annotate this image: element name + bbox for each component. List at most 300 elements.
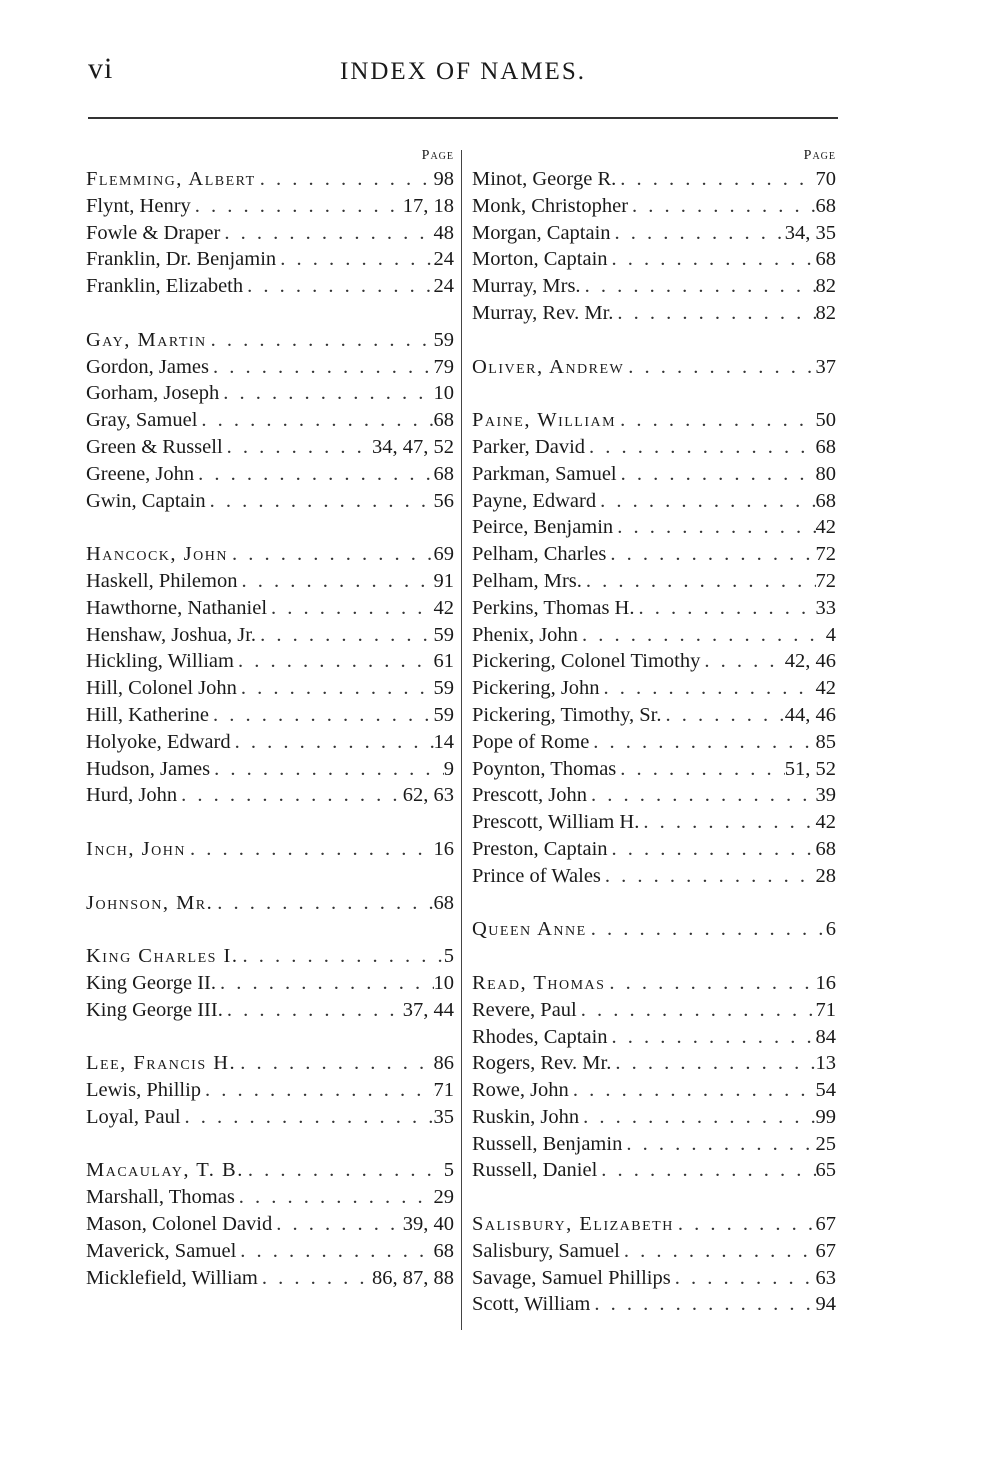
dot-leader	[585, 434, 815, 461]
index-entry	[86, 193, 456, 220]
entry-name: Mason, Colonel David	[86, 1213, 273, 1236]
entry-pages: 16	[815, 971, 836, 994]
index-entry	[86, 943, 456, 970]
entry-pages: 62, 63	[402, 784, 454, 807]
entry-name: Rhodes, Captain	[472, 1025, 608, 1048]
index-entry	[472, 1024, 838, 1051]
entry-name: King Charles I.	[86, 945, 239, 968]
index-entry	[86, 380, 456, 407]
entry-pages: 86	[433, 1052, 454, 1075]
page-header	[88, 52, 838, 96]
entry-pages: 10	[433, 971, 454, 994]
dot-leader	[231, 729, 434, 756]
entry-name: Marshall, Thomas	[86, 1186, 235, 1209]
entry-name: Ruskin, John	[472, 1105, 580, 1128]
entry-pages: 42	[815, 811, 836, 834]
index-entry	[86, 246, 456, 273]
index-entry	[86, 1050, 456, 1077]
entry-pages: 69	[433, 543, 454, 566]
entry-name: Gay, Martin	[86, 328, 207, 351]
entry-pages: 59	[433, 703, 454, 726]
index-entry	[472, 782, 838, 809]
entry-name: Rogers, Rev. Mr.	[472, 1052, 612, 1075]
dot-leader	[236, 1238, 433, 1265]
entry-pages: 68	[815, 435, 836, 458]
index-entry	[86, 541, 456, 568]
entry-name: Haskell, Philemon	[86, 569, 238, 592]
dot-leader	[234, 648, 434, 675]
index-entry	[472, 916, 838, 943]
dot-leader	[267, 595, 433, 622]
dot-leader	[237, 675, 434, 702]
index-entry	[86, 1077, 456, 1104]
entry-pages: 68	[433, 1239, 454, 1262]
entry-name: Murray, Rev. Mr.	[472, 301, 614, 324]
index-entry	[472, 300, 838, 327]
entry-pages: 16	[433, 837, 454, 860]
dot-leader	[177, 782, 403, 809]
entry-name: Hancock, John	[86, 543, 228, 566]
entry-name: Salisbury, Samuel	[472, 1239, 620, 1262]
entry-name: Greene, John	[86, 462, 195, 485]
entry-name: Gwin, Captain	[86, 489, 206, 512]
dot-leader	[579, 1104, 815, 1131]
index-entry	[86, 1184, 456, 1211]
entry-name: Johnson, Mr.	[86, 891, 214, 914]
entry-pages: 79	[433, 355, 454, 378]
index-entry	[472, 836, 838, 863]
dot-leader	[616, 166, 815, 193]
entry-pages: 51, 52	[784, 757, 836, 780]
entry-pages: 34, 35	[784, 221, 836, 244]
entry-pages: 80	[815, 462, 836, 485]
entry-name: Paine, William	[472, 409, 617, 432]
dot-leader	[216, 970, 434, 997]
dot-leader	[608, 246, 816, 273]
dot-leader	[671, 1265, 816, 1292]
entry-name: Scott, William	[472, 1293, 591, 1316]
entry-pages: 72	[815, 569, 836, 592]
index-entry	[86, 675, 456, 702]
dot-leader	[700, 648, 784, 675]
entry-pages: 48	[433, 221, 454, 244]
dot-leader	[634, 595, 815, 622]
entry-name: Pope of Rome	[472, 730, 590, 753]
dot-leader	[578, 622, 826, 649]
entry-pages: 68	[433, 409, 454, 432]
entry-pages: 84	[815, 1025, 836, 1048]
dot-leader	[223, 997, 403, 1024]
dot-leader	[596, 488, 815, 515]
dot-leader	[181, 1104, 434, 1131]
entry-name: Lee, Francis H.	[86, 1052, 237, 1075]
entry-pages: 24	[433, 275, 454, 298]
entry-pages: 39	[815, 784, 836, 807]
index-entry	[472, 568, 838, 595]
index-entry	[86, 220, 456, 247]
index-entry	[86, 1157, 456, 1184]
index-entry	[472, 488, 838, 515]
index-entry	[472, 863, 838, 890]
dot-leader	[194, 461, 433, 488]
page-number: vi	[88, 52, 114, 85]
entry-name: Micklefield, William	[86, 1266, 258, 1289]
entry-name: King George III.	[86, 998, 223, 1021]
index-entry	[86, 568, 456, 595]
entry-name: Pelham, Charles	[472, 543, 607, 566]
entry-pages: 99	[815, 1105, 836, 1128]
entry-pages: 17, 18	[402, 194, 454, 217]
index-entry	[86, 756, 456, 783]
dot-leader	[674, 1211, 816, 1238]
index-entry	[86, 622, 456, 649]
entry-name: Macaulay, T. B.	[86, 1159, 244, 1182]
entry-name: Pickering, John	[472, 677, 600, 700]
entry-name: Flynt, Henry	[86, 194, 191, 217]
index-entry	[86, 461, 456, 488]
left-page-heading: Page	[421, 148, 454, 163]
index-entry	[86, 997, 456, 1024]
entry-name: Oliver, Andrew	[472, 355, 625, 378]
entry-name: Fowle & Draper	[86, 221, 221, 244]
dot-leader	[601, 863, 816, 890]
entry-pages: 44, 46	[784, 703, 836, 726]
dot-leader	[210, 756, 444, 783]
index-entry	[472, 702, 838, 729]
dot-leader	[587, 782, 815, 809]
index-entry	[472, 354, 838, 381]
dot-leader	[239, 943, 444, 970]
dot-leader	[209, 354, 434, 381]
entry-name: Monk, Christopher	[472, 194, 629, 217]
entry-name: Minot, George R.	[472, 168, 617, 190]
dot-leader	[228, 541, 434, 568]
entry-name: Henshaw, Joshua, Jr.	[86, 623, 257, 646]
index-entry	[86, 729, 456, 756]
dot-leader	[639, 809, 815, 836]
index-entry	[472, 273, 838, 300]
entry-name: Hawthorne, Nathaniel	[86, 596, 268, 619]
dot-leader	[613, 514, 815, 541]
dot-leader	[611, 220, 785, 247]
index-entry	[472, 1265, 838, 1292]
dot-leader	[616, 756, 784, 783]
entry-pages: 68	[433, 462, 454, 485]
index-entry	[86, 407, 456, 434]
entry-name: Perkins, Thomas H.	[472, 596, 635, 619]
dot-leader	[606, 541, 815, 568]
entry-name: Hurd, John	[86, 784, 178, 807]
index-entry	[86, 327, 456, 354]
index-entry	[472, 970, 838, 997]
dot-leader	[617, 461, 816, 488]
entry-name: Hudson, James	[86, 757, 211, 780]
dot-leader	[600, 675, 816, 702]
dot-leader	[237, 568, 433, 595]
index-entry	[86, 648, 456, 675]
entry-name: Hill, Colonel John	[86, 677, 237, 700]
entry-name: Franklin, Elizabeth	[86, 275, 244, 298]
dot-leader	[582, 568, 816, 595]
entry-pages: 24	[433, 248, 454, 271]
index-entry	[472, 1211, 838, 1238]
index-entry	[86, 702, 456, 729]
entry-pages: 94	[815, 1293, 836, 1316]
entry-name: Poynton, Thomas	[472, 757, 617, 780]
dot-leader	[577, 997, 816, 1024]
entry-pages: 6	[825, 918, 836, 941]
index-entry	[86, 595, 456, 622]
index-entry	[86, 434, 456, 461]
index-entry	[86, 1104, 456, 1131]
entry-name: Morgan, Captain	[472, 221, 611, 244]
entry-name: Pelham, Mrs.	[472, 569, 582, 592]
entry-name: Preston, Captain	[472, 837, 608, 860]
index-entry	[86, 1238, 456, 1265]
entry-pages: 91	[433, 569, 454, 592]
entry-pages: 29	[433, 1186, 454, 1209]
index-entry	[472, 997, 838, 1024]
entry-pages: 59	[433, 328, 454, 351]
dot-leader	[197, 407, 433, 434]
entry-name: Maverick, Samuel	[86, 1239, 237, 1262]
index-entry	[86, 273, 456, 300]
index-entry	[472, 514, 838, 541]
dot-leader	[207, 327, 434, 354]
index-entry	[472, 1131, 838, 1158]
entry-name: Gordon, James	[86, 355, 209, 378]
dot-leader	[235, 1184, 434, 1211]
entry-pages: 9	[443, 757, 454, 780]
index-entry	[472, 1077, 838, 1104]
dot-leader	[622, 1131, 815, 1158]
dot-leader	[597, 1157, 815, 1184]
entry-pages: 67	[815, 1213, 836, 1236]
index-entry	[472, 220, 838, 247]
index-entry	[472, 166, 838, 193]
dot-leader	[186, 836, 434, 863]
dot-leader	[209, 702, 434, 729]
index-entry	[472, 434, 838, 461]
index-entry	[472, 622, 838, 649]
entry-name: Inch, John	[86, 837, 186, 860]
entry-name: Loyal, Paul	[86, 1105, 181, 1128]
dot-leader	[276, 246, 433, 273]
entry-name: Hickling, William	[86, 650, 234, 673]
index-entry	[472, 407, 838, 434]
entry-pages: 50	[815, 409, 836, 432]
right-column	[472, 146, 838, 1318]
entry-pages: 42, 46	[784, 650, 836, 673]
entry-pages: 68	[433, 891, 454, 914]
entry-pages: 13	[815, 1052, 836, 1075]
dot-leader	[587, 916, 826, 943]
entry-pages: 68	[815, 194, 836, 217]
entry-pages: 34, 47, 52	[372, 435, 454, 458]
entry-name: Prescott, William H.	[472, 811, 640, 834]
dot-leader	[616, 407, 815, 434]
dot-leader	[258, 1265, 372, 1292]
index-entry	[472, 729, 838, 756]
dot-leader	[219, 380, 433, 407]
entry-pages: 56	[433, 489, 454, 512]
entry-pages: 70	[815, 168, 836, 190]
index-entry	[86, 890, 456, 917]
index-entry	[472, 246, 838, 273]
entry-pages: 14	[433, 730, 454, 753]
entry-pages: 25	[815, 1132, 836, 1155]
dot-leader	[243, 273, 433, 300]
entry-name: Flemming, Albert	[86, 168, 256, 190]
entry-pages: 68	[815, 837, 836, 860]
index-entry	[86, 488, 456, 515]
index-entry	[86, 970, 456, 997]
entry-name: Parkman, Samuel	[472, 462, 617, 485]
entry-pages: 42	[433, 596, 454, 619]
entry-pages: 72	[815, 543, 836, 566]
right-entries	[472, 166, 838, 1318]
entry-name: Gorham, Joseph	[86, 382, 220, 405]
entry-pages: 28	[815, 864, 836, 887]
entry-pages: 98	[433, 168, 454, 190]
entry-pages: 82	[815, 275, 836, 298]
entry-name: Gray, Samuel	[86, 409, 198, 432]
entry-pages: 65	[815, 1159, 836, 1182]
page-title: INDEX OF NAMES.	[340, 58, 586, 85]
entry-name: Prince of Wales	[472, 864, 601, 887]
index-entry	[86, 166, 456, 193]
header-rule	[88, 117, 838, 119]
entry-pages: 71	[815, 998, 836, 1021]
entry-name: Prescott, John	[472, 784, 588, 807]
index-entry	[86, 1211, 456, 1238]
entry-pages: 37	[815, 355, 836, 378]
entry-pages: 42	[815, 677, 836, 700]
dot-leader	[620, 1238, 816, 1265]
entry-name: Pickering, Timothy, Sr.	[472, 703, 662, 726]
left-column	[86, 146, 456, 1291]
dot-leader	[624, 354, 815, 381]
dot-leader	[236, 1050, 433, 1077]
dot-leader	[611, 1050, 815, 1077]
index-entry	[472, 461, 838, 488]
entry-pages: 86, 87, 88	[372, 1266, 454, 1289]
index-entry	[86, 782, 456, 809]
entry-pages: 63	[815, 1266, 836, 1289]
entry-pages: 10	[433, 382, 454, 405]
entry-name: Phenix, John	[472, 623, 578, 646]
dot-leader	[213, 890, 433, 917]
entry-name: Peirce, Benjamin	[472, 516, 614, 539]
entry-name: Read, Thomas	[472, 971, 606, 994]
dot-leader	[608, 836, 816, 863]
entry-pages: 71	[433, 1079, 454, 1102]
entry-name: Morton, Captain	[472, 248, 608, 271]
entry-pages: 33	[815, 596, 836, 619]
dot-leader	[206, 488, 434, 515]
right-page-heading: Page	[803, 148, 836, 163]
entry-name: Holyoke, Edward	[86, 730, 231, 753]
dot-leader	[272, 1211, 403, 1238]
dot-leader	[608, 1024, 816, 1051]
dot-leader	[661, 702, 784, 729]
dot-leader	[256, 166, 434, 193]
index-entry	[472, 675, 838, 702]
dot-leader	[581, 273, 816, 300]
entry-name: Franklin, Dr. Benjamin	[86, 248, 277, 271]
dot-leader	[220, 220, 433, 247]
entry-name: Revere, Paul	[472, 998, 577, 1021]
dot-leader	[256, 622, 433, 649]
dot-leader	[244, 1157, 444, 1184]
entry-pages: 68	[815, 489, 836, 512]
dot-leader	[628, 193, 815, 220]
entry-name: Parker, David	[472, 435, 586, 458]
entry-name: Queen Anne	[472, 918, 587, 941]
entry-pages: 82	[815, 301, 836, 324]
index-entry	[86, 836, 456, 863]
dot-leader	[590, 1291, 815, 1318]
dot-leader	[569, 1077, 816, 1104]
entry-pages: 68	[815, 248, 836, 271]
entry-name: Hill, Katherine	[86, 703, 209, 726]
entry-name: Salisbury, Elizabeth	[472, 1213, 674, 1236]
entry-name: Pickering, Colonel Timothy	[472, 650, 701, 673]
entry-pages: 59	[433, 623, 454, 646]
entry-pages: 39, 40	[402, 1213, 454, 1236]
entry-pages: 4	[825, 623, 836, 646]
dot-leader	[605, 970, 815, 997]
index-entry	[472, 1050, 838, 1077]
index-entry	[472, 595, 838, 622]
entry-name: Russell, Daniel	[472, 1159, 598, 1182]
entry-pages: 59	[433, 677, 454, 700]
index-entry	[472, 756, 838, 783]
entry-pages: 85	[815, 730, 836, 753]
index-entry	[472, 648, 838, 675]
index-entry	[472, 1291, 838, 1318]
entry-pages: 37, 44	[402, 998, 454, 1021]
index-entry	[472, 1238, 838, 1265]
index-entry	[472, 1157, 838, 1184]
entry-name: Payne, Edward	[472, 489, 597, 512]
entry-name: King George II.	[86, 971, 216, 994]
index-entry	[472, 1104, 838, 1131]
entry-name: Rowe, John	[472, 1079, 569, 1102]
entry-name: Savage, Samuel Phillips	[472, 1266, 671, 1289]
dot-leader	[589, 729, 815, 756]
index-entry	[472, 809, 838, 836]
entry-name: Russell, Benjamin	[472, 1132, 623, 1155]
entry-pages: 42	[815, 516, 836, 539]
entry-pages: 5	[443, 945, 454, 968]
entry-name: Green & Russell	[86, 435, 223, 458]
column-divider	[461, 150, 462, 1330]
entry-pages: 35	[433, 1105, 454, 1128]
index-entry	[86, 354, 456, 381]
index-entry	[472, 193, 838, 220]
entry-pages: 5	[443, 1159, 454, 1182]
dot-leader	[613, 300, 815, 327]
index-entry	[472, 541, 838, 568]
dot-leader	[191, 193, 403, 220]
dot-leader	[223, 434, 372, 461]
entry-pages: 54	[815, 1079, 836, 1102]
entry-pages: 67	[815, 1239, 836, 1262]
entry-pages: 61	[433, 650, 454, 673]
dot-leader	[201, 1077, 433, 1104]
index-entry	[86, 1265, 456, 1292]
